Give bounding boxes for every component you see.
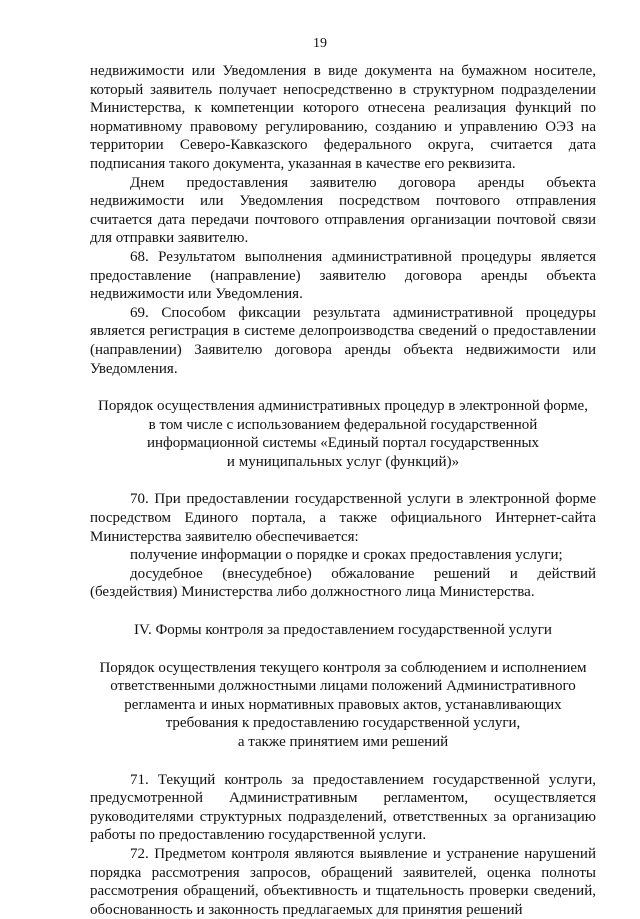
page-number: 19: [313, 36, 327, 51]
heading-line: ответственными должностными лицами положений Административного: [110, 678, 576, 695]
paragraph-68: 68. Результатом выполнения административной процедуры является предоставление (направление) заявителю договора аренды объекта недвижимости или Уведомления.: [90, 248, 596, 303]
paragraph-69: 69. Способом фиксации результата административной процедуры является регистрация в системе делопроизводства сведений о предоставлении (направлении) Заявителю договора аренды объекта недвижимости или Уведомления.: [90, 304, 596, 377]
document-body: [90, 62, 596, 919]
paragraph-postal-delivery: Днем предоставления заявителю договора аренды объекта недвижимости или Уведомления посредством почтового отправления считается дата передачи почтового отправления организации почтовой связи для отправки заявителю.: [90, 174, 596, 247]
heading-line: регламента и иных нормативных правовых актов, устанавливающих: [124, 696, 562, 713]
heading-line: в том числе с использованием федеральной государственной: [148, 416, 538, 433]
heading-line: и муниципальных услуг (функций)»: [226, 453, 460, 470]
paragraph-71: 71. Текущий контроль за предоставлением государственной услуги, предусмотренной Административным регламентом, осуществляется руководителями структурных подразделений, ответственных за организацию работы по предоставлению государственной услуги.: [90, 771, 596, 844]
heading-line: информационной системы «Единый портал государственных: [146, 435, 540, 452]
heading-line: Порядок осуществления текущего контроля за соблюдением и исполнением: [99, 659, 587, 676]
paragraph-72: 72. Предметом контроля являются выявление и устранение нарушений порядка рассмотрения запросов, обращений заявителей, оценка полноты рассмотрения обращений, объективность и тщательность проверки сведений, обоснованность и законность предлагаемых для принятия решений: [90, 845, 596, 918]
heading-line: требования к предоставлению государственной услуги,: [165, 715, 521, 732]
heading-electronic-procedures: [90, 397, 596, 471]
paragraph-appeal: досудебное (внесудебное) обжалование решений и действий (бездействия) Министерства либо должностного лица Министерства.: [90, 565, 596, 601]
section-heading-iv: IV. Формы контроля за предоставлением государственной услуги: [134, 622, 552, 639]
paragraph-continuation: недвижимости или Уведомления в виде документа на бумажном носителе, который заявитель получает непосредственно в структурном подразделении Министерства, к компетенции которого отнесена реализация функций по нормативному правовому регулированию, созданию и управлению ОЭЗ на территории Северо-Кавказского федерального округа, считается дата подписания такого документа, указанная в качестве его реквизита.: [90, 63, 596, 172]
heading-line: а также принятием ими решений: [237, 734, 449, 750]
paragraph-70: 70. При предоставлении государственной услуги в электронной форме посредством Единого портала, а также официального Интернет-сайта Министерства заявителю обеспечивается:: [90, 491, 596, 545]
paragraph-info-receiving: получение информации о порядке и сроках предоставления услуги;: [130, 547, 563, 564]
heading-current-control: [90, 659, 596, 752]
heading-line: Порядок осуществления административных процедур в электронной форме,: [98, 398, 588, 415]
